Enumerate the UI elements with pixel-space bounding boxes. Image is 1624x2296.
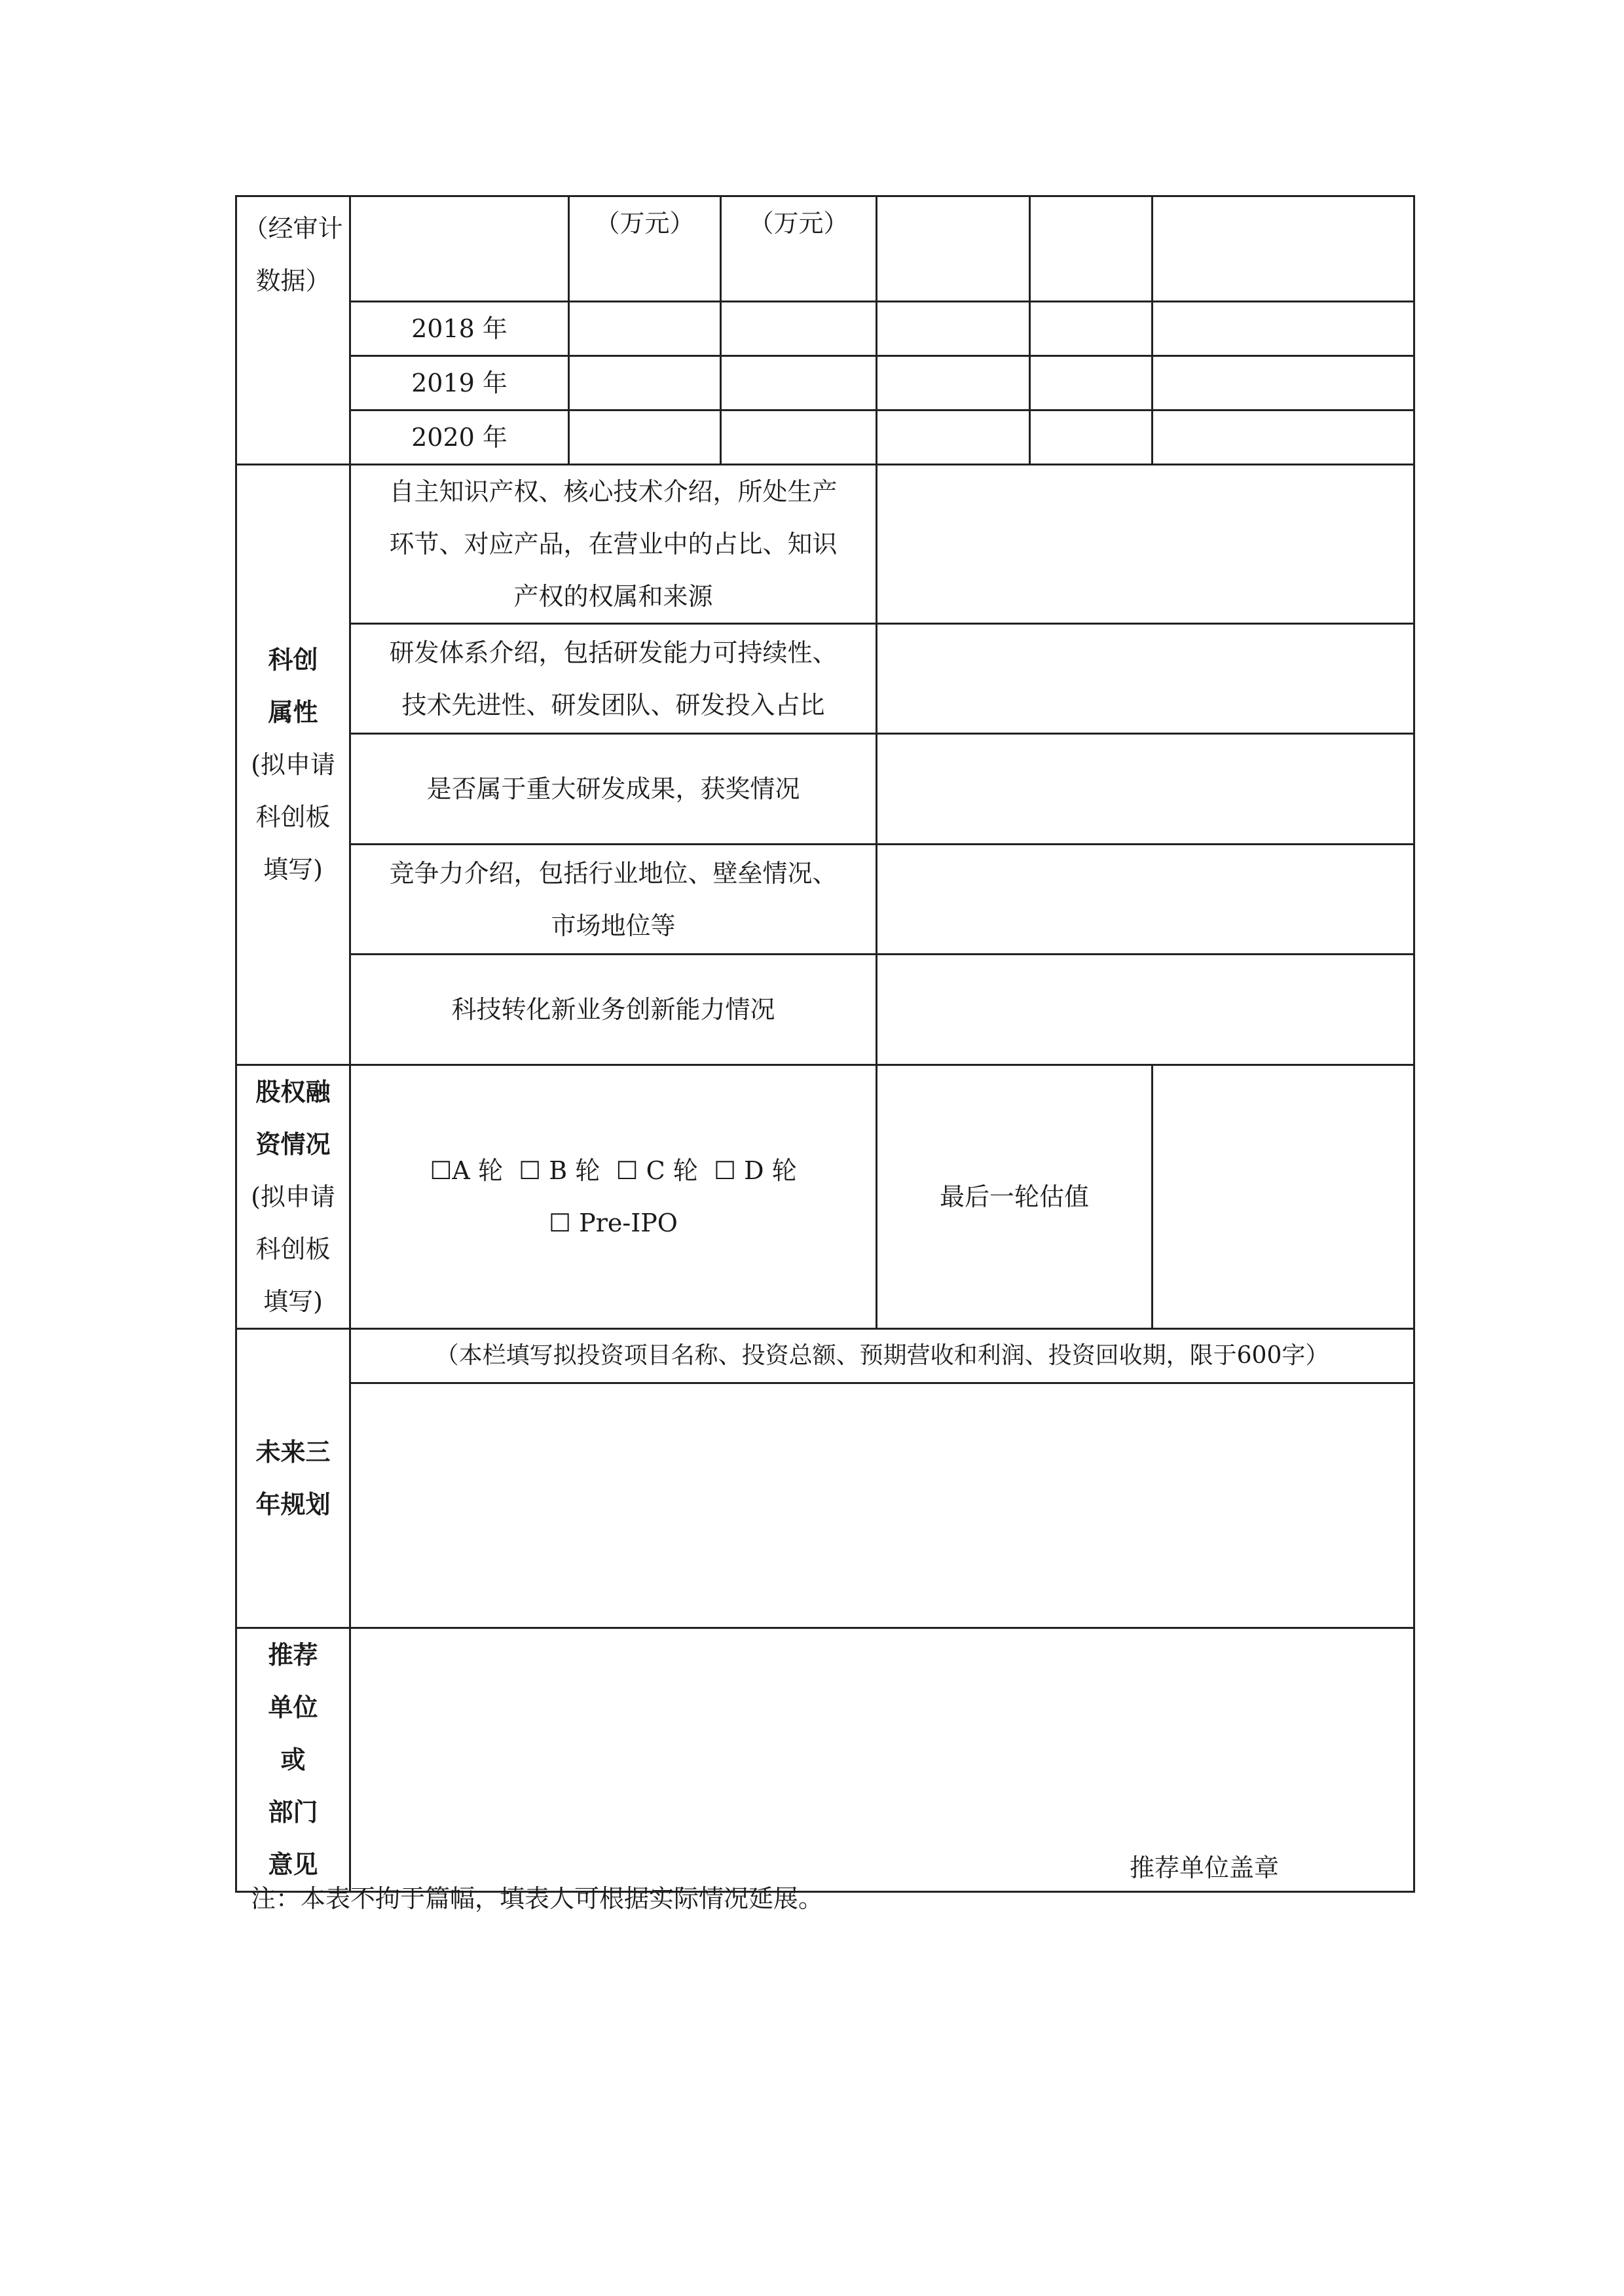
unit-label-col2: （万元） xyxy=(569,196,721,302)
financing-round-options xyxy=(350,1065,877,1329)
rd-achievement-answer[interactable] xyxy=(877,734,1414,845)
year-2018-label: 2018 年 xyxy=(350,302,569,356)
finance-cell[interactable] xyxy=(1153,410,1414,465)
finance-cell[interactable] xyxy=(1153,302,1414,356)
round-a-checkbox[interactable]: ☐A 轮 xyxy=(430,1156,503,1185)
innovation-capacity-answer[interactable] xyxy=(877,955,1414,1065)
rd-achievement-prompt: 是否属于重大研发成果，获奖情况 xyxy=(350,734,877,845)
year-2020-label: 2020 年 xyxy=(350,410,569,465)
finance-header-cell-4[interactable] xyxy=(877,196,1030,302)
round-pre-ipo-checkbox[interactable]: ☐ Pre-IPO xyxy=(549,1209,678,1237)
ip-core-tech-prompt: 自主知识产权、核心技术介绍，所处生产 环节、对应产品，在营业中的占比、知识 产权的权属和来源 xyxy=(350,465,877,624)
finance-cell[interactable] xyxy=(569,356,721,410)
competitiveness-answer[interactable] xyxy=(877,845,1414,955)
plan-instruction: （本栏填写拟投资项目名称、投资总额、预期营收和利润、投资回收期，限于600字） xyxy=(350,1329,1414,1383)
finance-cell[interactable] xyxy=(569,410,721,465)
round-c-checkbox[interactable]: ☐ C 轮 xyxy=(616,1156,698,1185)
finance-cell[interactable] xyxy=(1030,410,1153,465)
finance-cell[interactable] xyxy=(1153,356,1414,410)
finance-cell[interactable] xyxy=(1030,356,1153,410)
ip-core-tech-answer[interactable] xyxy=(877,465,1414,624)
finance-cell[interactable] xyxy=(721,356,877,410)
three-year-plan-label: 未来三 年规划 xyxy=(236,1329,350,1628)
finance-cell[interactable] xyxy=(877,410,1030,465)
finance-cell[interactable] xyxy=(877,302,1030,356)
recommendation-label: 推荐 单位 或 部门 意见 xyxy=(236,1628,350,1892)
audited-data-label: （经审计 数据） xyxy=(236,196,350,465)
last-valuation-answer[interactable] xyxy=(1153,1065,1414,1329)
finance-header-cell-6[interactable] xyxy=(1153,196,1414,302)
round-b-checkbox[interactable]: ☐ B 轮 xyxy=(519,1156,600,1185)
three-year-plan-answer[interactable] xyxy=(350,1383,1414,1628)
finance-year-header[interactable] xyxy=(350,196,569,302)
unit-label-col3: （万元） xyxy=(721,196,877,302)
equity-financing-label: 股权融 资情况 (拟申请 科创板 填写) xyxy=(236,1065,350,1329)
finance-cell[interactable] xyxy=(1030,302,1153,356)
stamp-label: 推荐单位盖章 xyxy=(1129,1853,1279,1882)
finance-cell[interactable] xyxy=(721,302,877,356)
innovation-capacity-prompt: 科技转化新业务创新能力情况 xyxy=(350,955,877,1065)
tech-attribute-label: 科创 属性 (拟申请 科创板 填写) xyxy=(236,465,350,1065)
application-form-table xyxy=(235,195,1415,1893)
finance-cell[interactable] xyxy=(569,302,721,356)
finance-cell[interactable] xyxy=(877,356,1030,410)
year-2019-label: 2019 年 xyxy=(350,356,569,410)
last-valuation-label: 最后一轮估值 xyxy=(877,1065,1153,1329)
footnote: 注：本表不拘于篇幅，填表人可根据实际情况延展。 xyxy=(251,1884,824,1913)
finance-header-cell-5[interactable] xyxy=(1030,196,1153,302)
finance-cell[interactable] xyxy=(721,410,877,465)
rd-system-answer[interactable] xyxy=(877,624,1414,734)
rd-system-prompt: 研发体系介绍，包括研发能力可持续性、 技术先进性、研发团队、研发投入占比 xyxy=(350,624,877,734)
competitiveness-prompt: 竞争力介绍，包括行业地位、壁垒情况、 市场地位等 xyxy=(350,845,877,955)
recommendation-answer[interactable] xyxy=(350,1628,1414,1892)
round-d-checkbox[interactable]: ☐ D 轮 xyxy=(713,1156,797,1185)
